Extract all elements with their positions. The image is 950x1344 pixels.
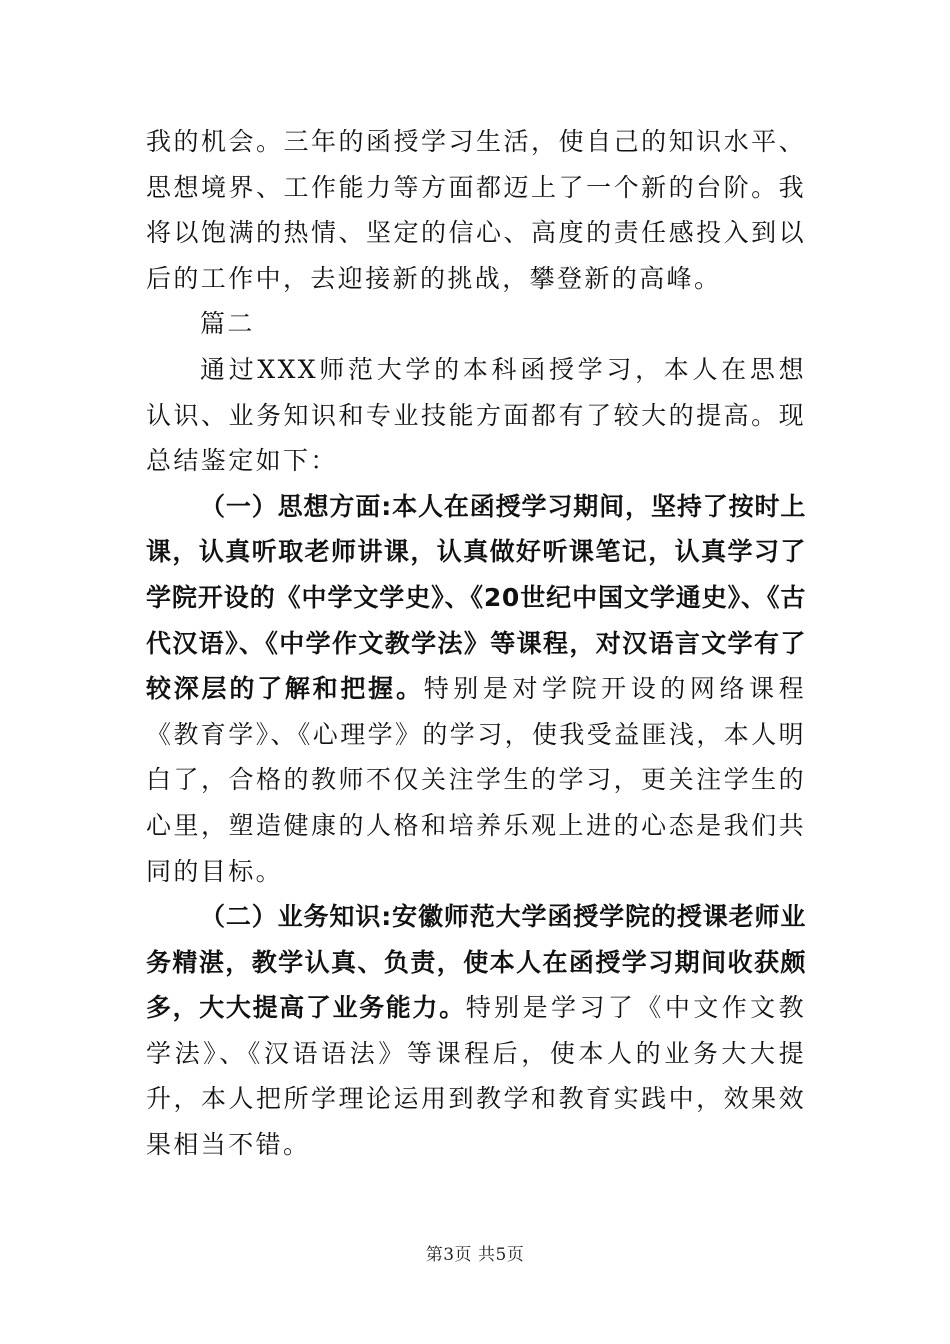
document-body — [146, 119, 806, 1168]
paragraph-business — [146, 894, 806, 1168]
paragraph-thought-rest: 特别是对学院开设的网络课程《教育学》、《心理学》的学习，使我受益匪浅，本人明白了，合格的教师不仅关注学生的学习，更关注学生的心里，塑造健康的人格和培养乐观上进的心态是我们共同的目标。 — [146, 674, 807, 886]
paragraph-thought — [146, 484, 806, 894]
page-number-footer: 第3页 共5页 — [425, 1245, 525, 1265]
paragraph-continuation: 我的机会。三年的函授学习生活，使自己的知识水平、思想境界、工作能力等方面都迈上了一个新的台阶。我将以饱满的热情、坚定的信心、高度的责任感投入到以后的工作中，去迎接新的挑战，攀登新的高峰。 — [146, 127, 806, 293]
paragraph-business-rest: 特别是学习了《中文作文教学法》、《汉语语法》等课程后，使本人的业务大大提升，本人把所学理论运用到教学和教育实践中，效果效果相当不错。 — [146, 993, 806, 1160]
section-label: 篇二 — [200, 309, 255, 339]
paragraph-business-bold: （二）业务知识:安徽师范大学函授学院的授课老师业务精湛，教学认真、负责，使本人在函授学习期间收获颇多，大大提高了业务能力。 — [146, 902, 806, 1023]
paragraph-intro: 通过XXX师范大学的本科函授学习，本人在思想认识、业务知识和专业技能方面都有了较大的提高。现总结鉴定如下： — [146, 354, 806, 476]
paragraph-thought-bold: （一）思想方面:本人在函授学习期间，坚持了按时上课，认真听取老师讲课，认真做好听课笔记，认真学习了学院开设的《中学文学史》、《20世纪中国文学通史》、《古代汉语》、《中学作文教学法》等课程，对汉语言文学有了较深层的了解和把握。 — [146, 491, 806, 704]
